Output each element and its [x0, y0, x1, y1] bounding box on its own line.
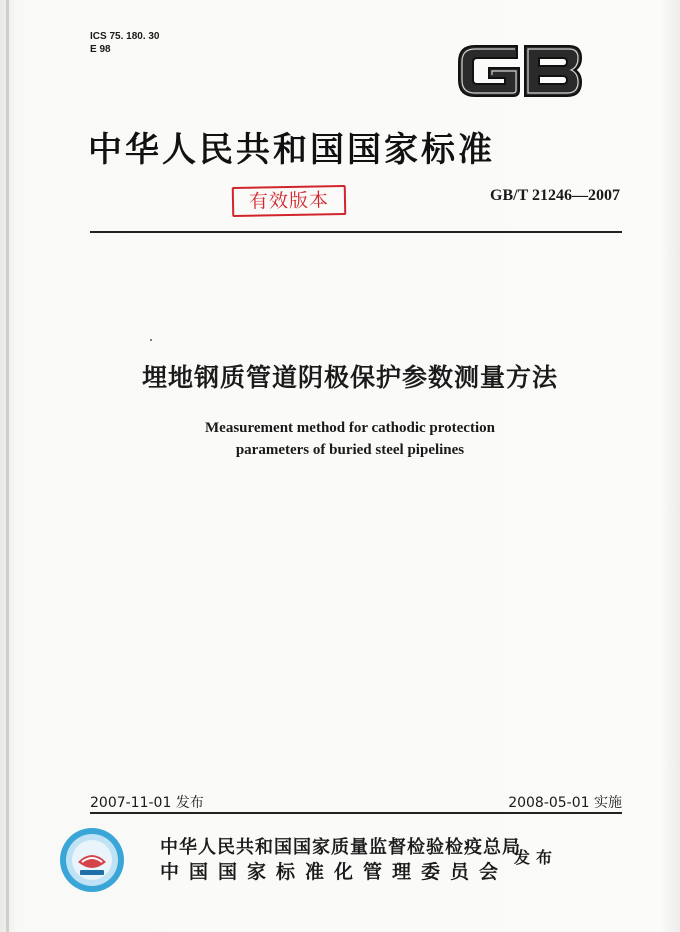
publisher-line-2: 中国国家标准化管理委员会 [160, 861, 509, 883]
page-edge [6, 0, 9, 932]
ccs-code: E 98 [90, 44, 111, 55]
title-en-line-2: parameters of buried steel pipelines [235, 442, 465, 458]
issue-date: 2007-11-01 发布 [90, 795, 204, 811]
publish-label: 发布 [514, 848, 559, 867]
document-title-cn: 埋地钢质管道阴极保护参数测量方法 [141, 363, 558, 392]
ics-code: ICS 75. 180. 30 [90, 31, 160, 42]
title-en-line-1: Measurement method for cathodic protection [205, 420, 495, 436]
gb-logo [455, 38, 585, 104]
implementation-date: 2008-05-01 实施 [508, 795, 622, 811]
quality-seal-icon [58, 826, 126, 894]
bottom-divider [90, 812, 622, 814]
national-standard-heading: 中华人民共和国国家标准 [88, 130, 495, 170]
top-divider [90, 231, 622, 233]
standard-number: GB/T 21246—2007 [490, 187, 620, 204]
publisher-line-1: 中华人民共和国国家质量监督检验检疫总局 [160, 837, 521, 858]
validity-stamp: 有效版本 [232, 185, 347, 217]
document-title-en [100, 417, 600, 461]
speck [150, 339, 152, 341]
classification-codes [90, 30, 160, 56]
